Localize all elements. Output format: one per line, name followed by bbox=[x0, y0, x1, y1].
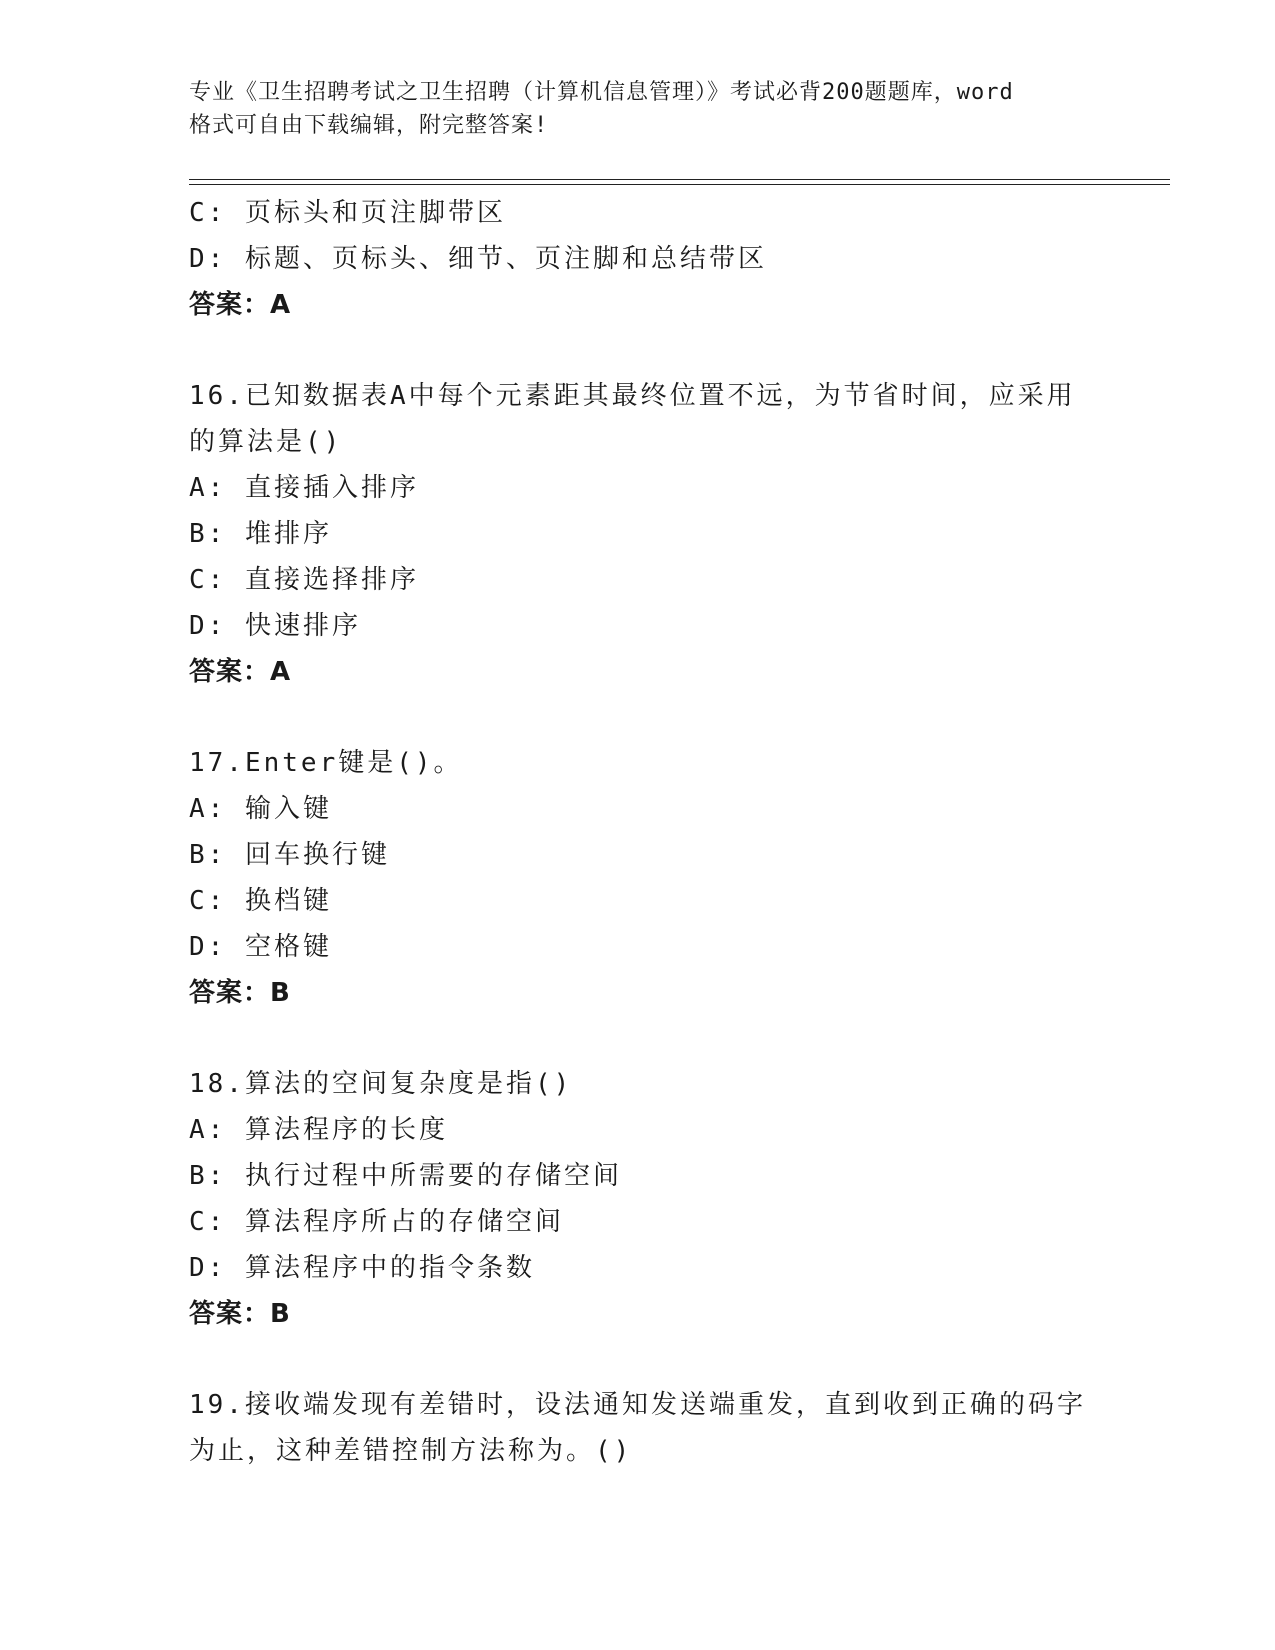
option-a: A: 算法程序的长度 bbox=[189, 1115, 448, 1145]
header-title-line-2: 格式可自由下载编辑，附完整答案! bbox=[189, 113, 549, 138]
spacer bbox=[189, 328, 1089, 373]
question-stem-continued: 的算法是() bbox=[189, 427, 343, 457]
answer: 答案：A bbox=[189, 290, 292, 320]
option-b: B: 堆排序 bbox=[189, 519, 332, 549]
answer: 答案：B bbox=[189, 1299, 291, 1329]
spacer bbox=[189, 1337, 1089, 1382]
question-stem: 16.已知数据表A中每个元素距其最终位置不远，为节省时间，应采用 bbox=[189, 381, 1076, 411]
question-stem: 17.Enter键是()。 bbox=[189, 748, 463, 778]
question-content bbox=[189, 190, 1089, 1474]
question-19 bbox=[189, 1382, 1089, 1474]
option-c: C: 算法程序所占的存储空间 bbox=[189, 1207, 564, 1237]
option-b: B: 回车换行键 bbox=[189, 840, 390, 870]
option-d: D: 空格键 bbox=[189, 932, 332, 962]
option-d: D: 标题、页标头、细节、页注脚和总结带区 bbox=[189, 244, 767, 274]
option-b: B: 执行过程中所需要的存储空间 bbox=[189, 1161, 622, 1191]
answer: 答案：A bbox=[189, 657, 292, 687]
header-title-line-1: 专业《卫生招聘考试之卫生招聘（计算机信息管理）》考试必背200题题库，word bbox=[189, 80, 1014, 105]
question-stem: 19.接收端发现有差错时，设法通知发送端重发，直到收到正确的码字 bbox=[189, 1390, 1086, 1420]
option-d: D: 算法程序中的指令条数 bbox=[189, 1253, 535, 1283]
header-divider-bottom bbox=[189, 184, 1170, 185]
question-stem: 18.算法的空间复杂度是指() bbox=[189, 1069, 573, 1099]
option-a: A: 直接插入排序 bbox=[189, 473, 419, 503]
option-c: C: 页标头和页注脚带区 bbox=[189, 198, 506, 228]
question-18 bbox=[189, 1061, 1089, 1337]
question-stem-continued: 为止，这种差错控制方法称为。() bbox=[189, 1436, 633, 1466]
option-d: D: 快速排序 bbox=[189, 611, 361, 641]
spacer bbox=[189, 695, 1089, 740]
header-divider-top bbox=[189, 179, 1170, 180]
option-c: C: 换档键 bbox=[189, 886, 332, 916]
document-header bbox=[189, 76, 1089, 142]
question-17 bbox=[189, 740, 1089, 1016]
spacer bbox=[189, 1016, 1089, 1061]
option-a: A: 输入键 bbox=[189, 794, 332, 824]
option-c: C: 直接选择排序 bbox=[189, 565, 419, 595]
question-16 bbox=[189, 373, 1089, 695]
question-15-tail bbox=[189, 190, 1089, 328]
answer: 答案：B bbox=[189, 978, 291, 1008]
